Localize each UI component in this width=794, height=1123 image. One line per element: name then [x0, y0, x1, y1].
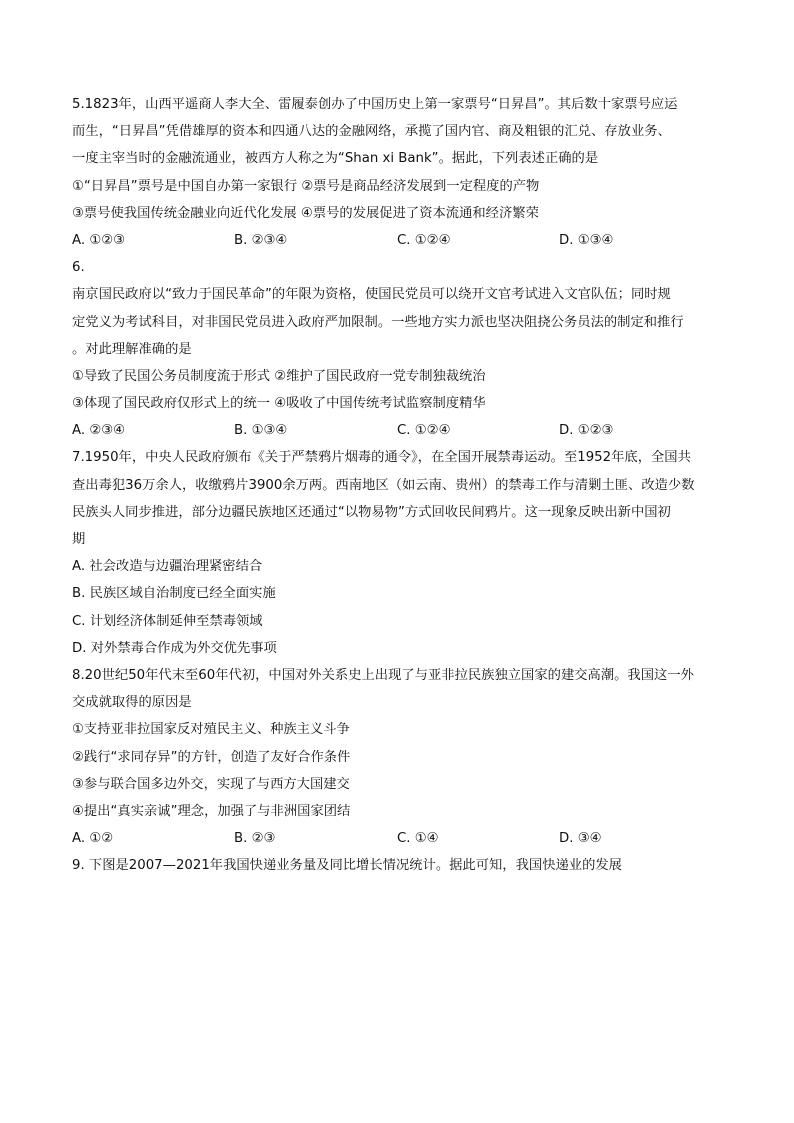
question-8-stem-line: 交成就取得的原因是 [72, 695, 192, 711]
question-8-stem-line: 8.20世纪50年代末至60年代初，中国对外关系史上出现了与亚非拉民族独立国家的建交高潮。我国这一外 [72, 667, 694, 683]
exam-page [72, 91, 722, 879]
question-6-stem-line: 定党义为考试科目，对非国民党员进入政府严加限制。一些地方实力派也坚决阻挠公务员法的制定和推行 [72, 314, 684, 330]
question-8-statement: ④提出“真实亲诚”理念，加强了与非洲国家团结 [72, 803, 351, 819]
question-6-option-b: B. ①③④ [234, 423, 288, 439]
question-8-statement: ③参与联合国多边外交，实现了与西方大国建交 [72, 776, 350, 792]
question-6-option-d: D. ①②③ [559, 423, 614, 439]
question-6-number: 6. [72, 260, 85, 276]
question-8-option-a: A. ①② [72, 831, 114, 847]
question-7-stem-line: 查出毒犯36万余人，收缴鸦片3900余万两。西南地区（如云南、贵州）的禁毒工作与清剿土匪、改造少数 [72, 477, 695, 493]
question-5-options [72, 227, 722, 254]
question-8-option-d: D. ③④ [559, 831, 602, 847]
question-8 [72, 662, 722, 852]
question-5 [72, 91, 722, 254]
question-6-stem-line: 。对此理解准确的是 [72, 341, 192, 357]
question-5-option-a: A. ①②③ [72, 232, 126, 248]
question-6-statement: ③体现了国民政府仅形式上的统一 ④吸收了中国传统考试监察制度精华 [72, 396, 486, 412]
question-6-option-c: C. ①②④ [397, 423, 451, 439]
question-5-option-b: B. ②③④ [234, 232, 288, 248]
question-5-statement: ③票号使我国传统金融业向近代化发展 ④票号的发展促进了资本流通和经济繁荣 [72, 205, 539, 221]
question-8-options [72, 825, 722, 852]
question-8-option-c: C. ①④ [397, 831, 439, 847]
question-7-stem-line: 期 [72, 532, 86, 547]
question-9-stem-line: 9. 下图是2007—2021年我国快递业务量及同比增长情况统计。据此可知，我国快递业的发展 [72, 858, 622, 874]
question-6-stem-line: 南京国民政府以“致力于国民革命”的年限为资格，使国民党员可以绕开文官考试进入文官队伍；同时规 [72, 287, 671, 303]
question-5-option-c: C. ①②④ [397, 232, 451, 248]
question-8-option-b: B. ②③ [234, 831, 276, 847]
question-7 [72, 444, 722, 662]
question-8-statement: ②践行“求同存异”的方针，创造了友好合作条件 [72, 749, 351, 765]
question-6-options [72, 417, 722, 444]
question-6-statement: ①导致了民国公务员制度流于形式 ②维护了国民政府一党专制独裁统治 [72, 368, 486, 384]
question-5-option-d: D. ①③④ [559, 232, 614, 248]
question-6 [72, 254, 722, 444]
question-5-stem-line: 一度主宰当时的金融流通业，被西方人称之为“Shan xi Bank”。据此，下列表述正确的是 [72, 151, 599, 167]
question-7-choice-c: C. 计划经济体制延伸至禁毒领域 [72, 613, 263, 629]
question-7-choice-a: A. 社会改造与边疆治理紧密结合 [72, 559, 263, 575]
question-8-statement: ①支持亚非拉国家反对殖民主义、种族主义斗争 [72, 722, 350, 738]
question-7-choice-b: B. 民族区域自治制度已经全面实施 [72, 586, 276, 602]
question-7-stem-line: 7.1950年，中央人民政府颁布《关于严禁鸦片烟毒的通令》，在全国开展禁毒运动。至1952年底，全国共 [72, 450, 691, 466]
question-9 [72, 852, 722, 879]
question-7-stem-line: 民族头人同步推进，部分边疆民族地区还通过“以物易物”方式回收民间鸦片。这一现象反映出新中国初 [72, 504, 671, 520]
question-5-stem-line: 5.1823年，山西平遥商人李大全、雷履泰创办了中国历史上第一家票号“日昇昌”。其后数十家票号应运 [72, 97, 678, 112]
question-7-choice-d: D. 对外禁毒合作成为外交优先事项 [72, 640, 277, 656]
question-5-statement: ①“日昇昌”票号是中国自办第一家银行 ②票号是商品经济发展到一定程度的产物 [72, 178, 540, 194]
question-6-option-a: A. ②③④ [72, 423, 126, 439]
question-5-stem-line: 而生，“日昇昌”凭借雄厚的资本和四通八达的金融网络，承揽了国内官、商及粗银的汇兑、存放业务、 [72, 124, 671, 140]
